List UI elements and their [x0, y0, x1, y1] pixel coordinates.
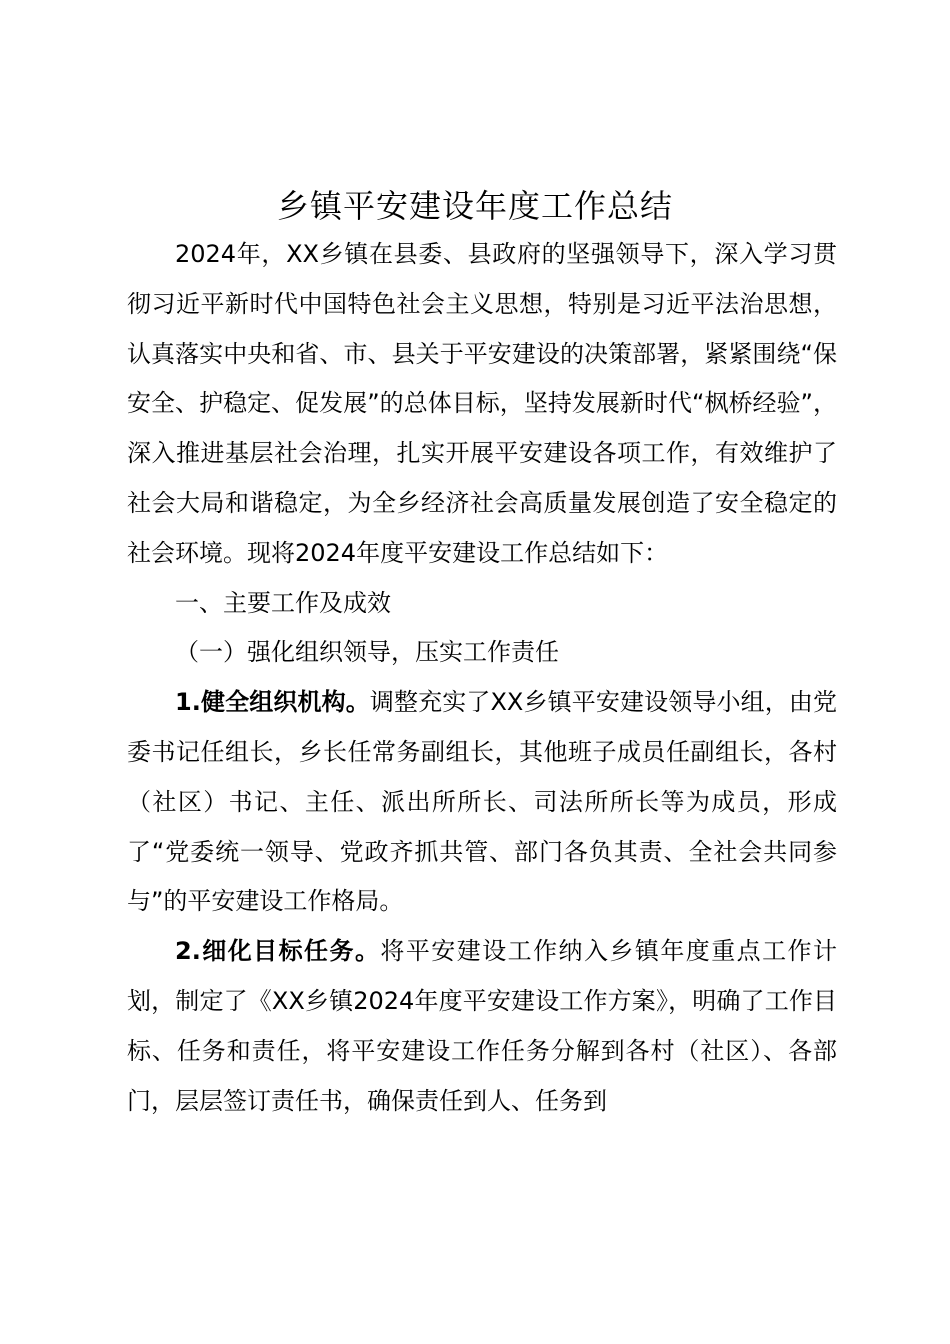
item-text-1: 调整充实了XX乡镇平安建设领导小组，由党委书记任组长，乡长任常务副组长，其他班子成员任副组长，各村（社区）书记、主任、派出所所长、司法所所长等为成员，形成了“党委统一领导、党政齐抓共管、部门各负其责、全社会共同参与”的平安建设工作格局。 — [127, 688, 837, 916]
subsection-heading: （一）强化组织领导，压实工作责任 — [175, 638, 559, 667]
section-heading: 一、主要工作及成效 — [175, 588, 391, 617]
intro-paragraph: 2024年，XX乡镇在县委、县政府的坚强领导下，深入学习贯彻习近平新时代中国特色社会主义思想，特别是习近平法治思想，认真落实中央和省、市、县关于平安建设的决策部署，紧紧围绕“保安全、护稳定、促发展”的总体目标，坚持发展新时代“枫桥经验”，深入推进基层社会治理，扎实开展平安建设各项工作，有效维护了社会大局和谐稳定，为全乡经济社会高质量发展创造了安全稳定的社会环境。现将2024年度平安建设工作总结如下： — [127, 240, 837, 567]
item-paragraph-1 — [127, 678, 837, 927]
item-paragraph-2 — [127, 927, 837, 1126]
document-body — [127, 230, 837, 1126]
item-lead-2: 2.细化目标任务。 — [175, 937, 381, 966]
document-title: 乡镇平安建设年度工作总结 — [276, 187, 673, 225]
item-lead-1: 1.健全组织机构。 — [175, 688, 370, 717]
item-text-2: 将平安建设工作纳入乡镇年度重点工作计划，制定了《XX乡镇2024年度平安建设工作方案》，明确了工作目标、任务和责任，将平安建设工作任务分解到各村（社区）、各部门，层层签订责任书，确保责任到人、任务到 — [127, 937, 838, 1115]
